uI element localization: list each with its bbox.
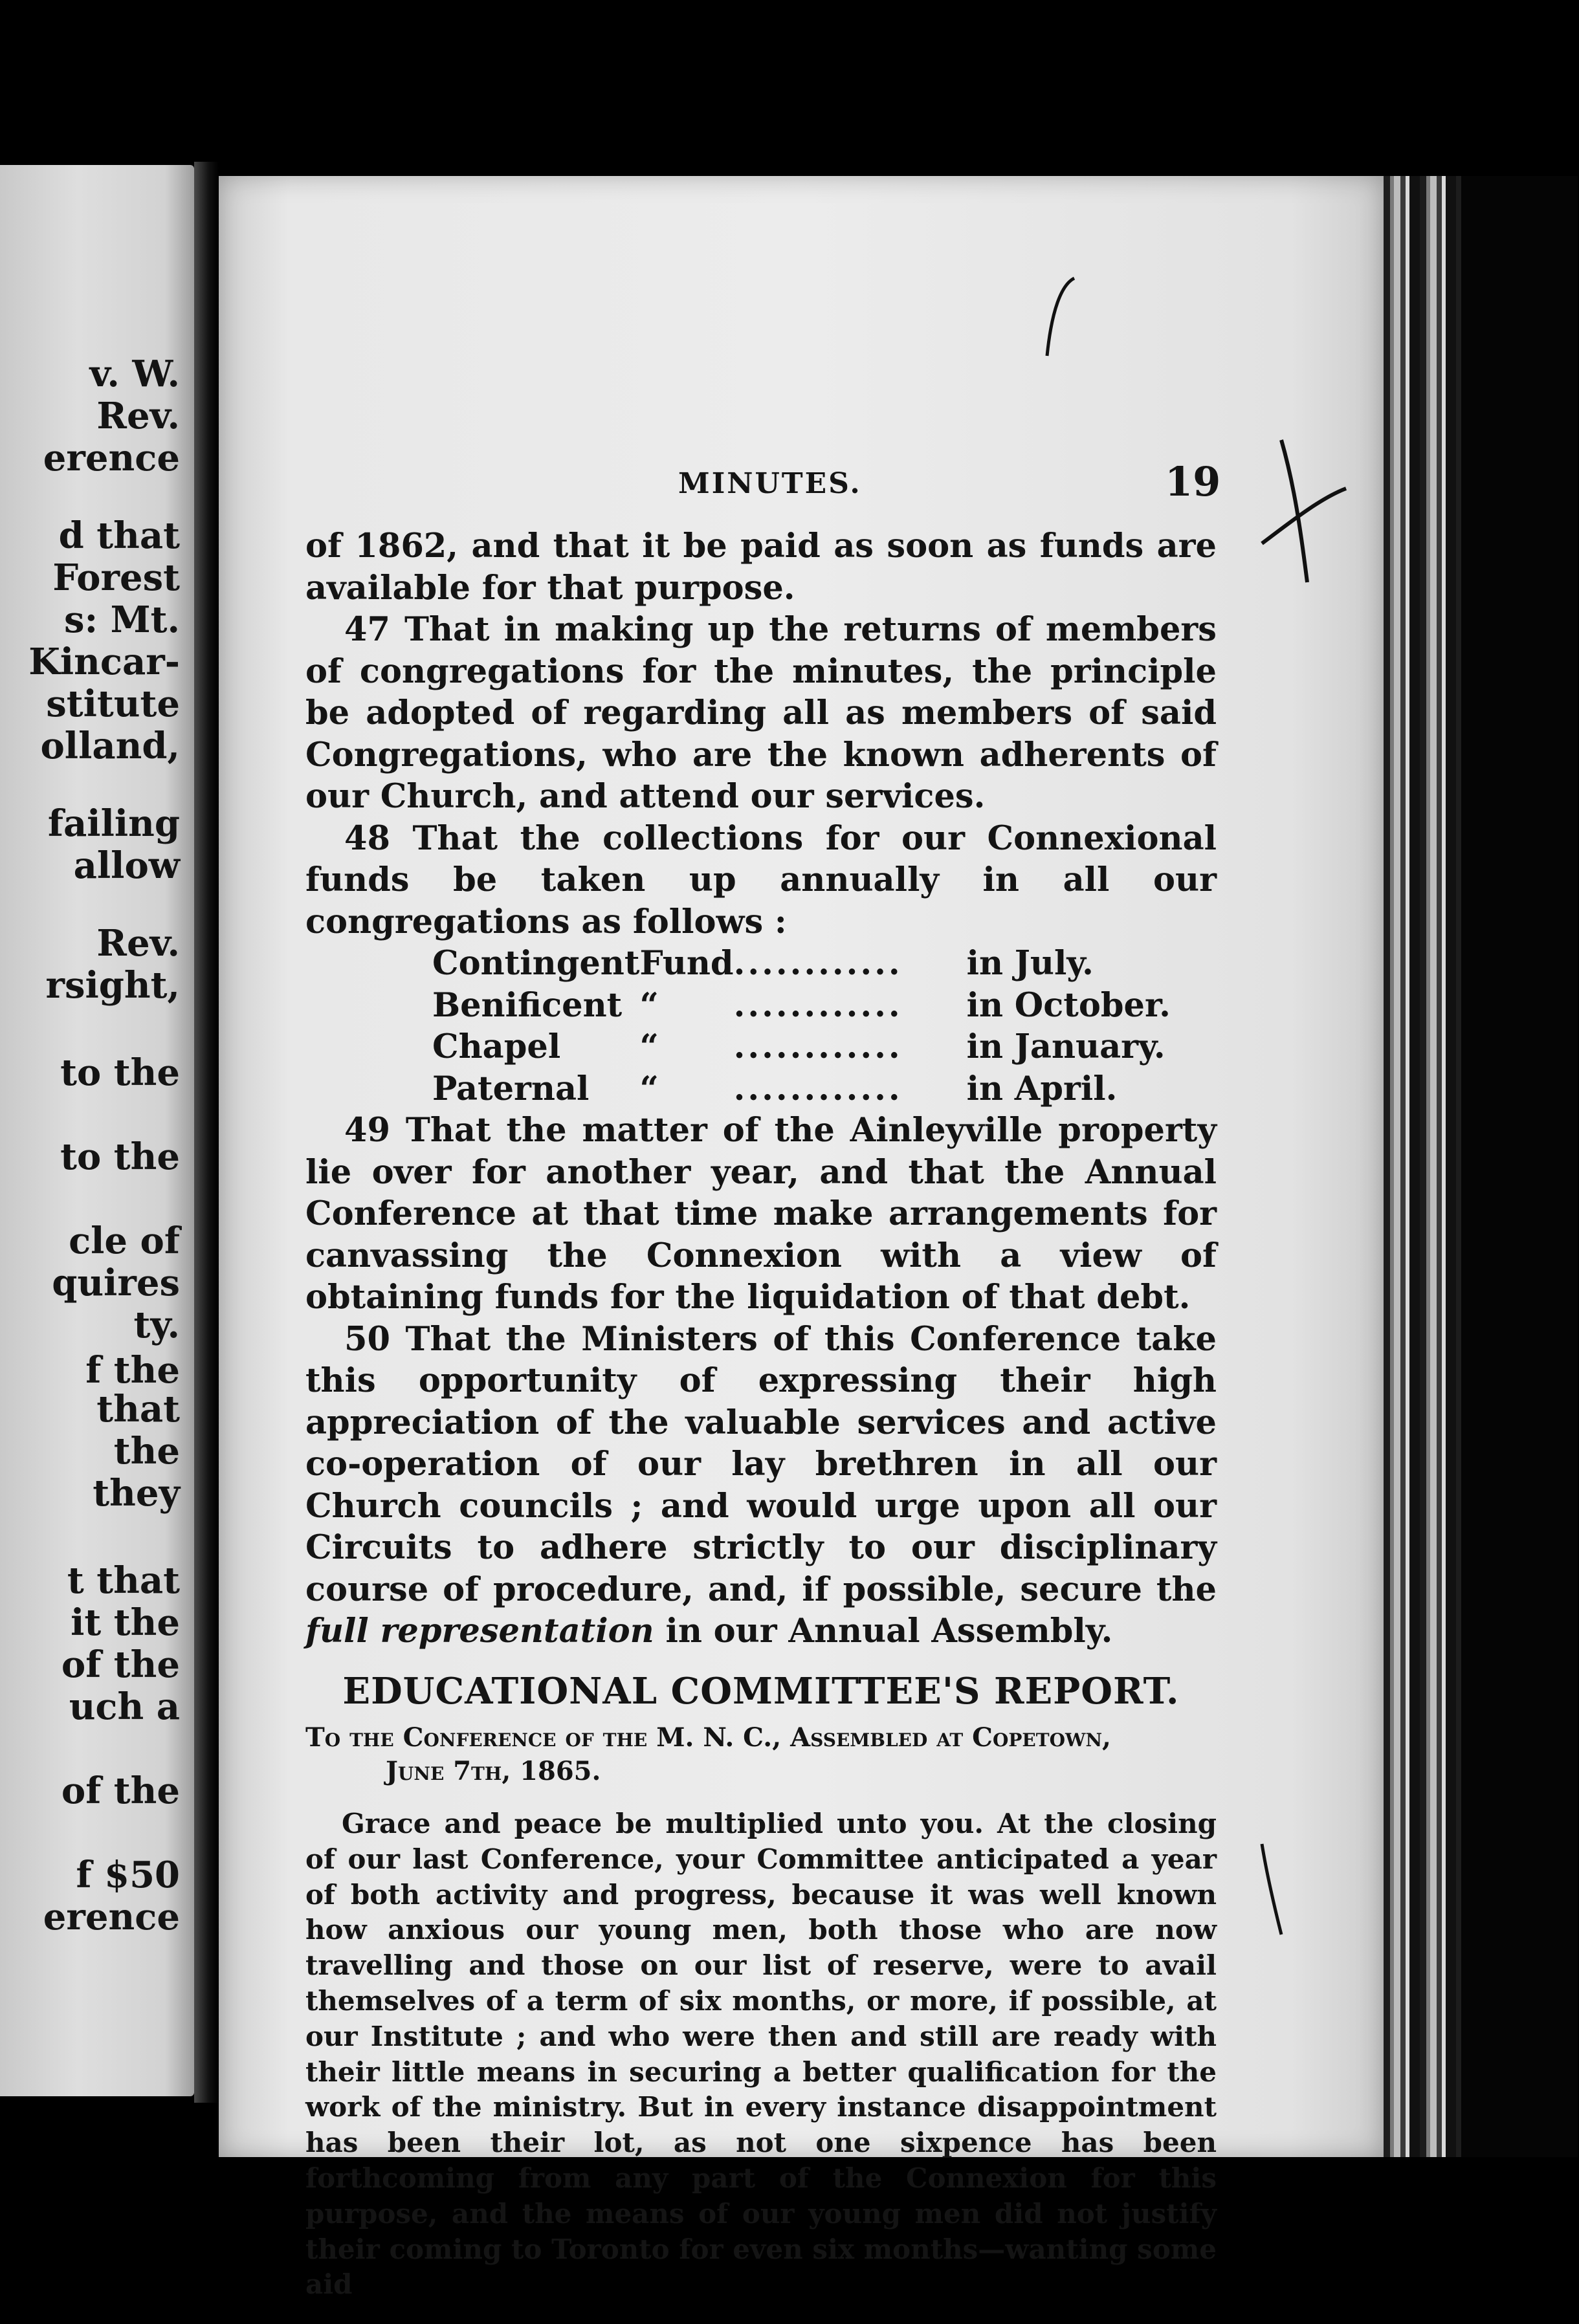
page-edges	[1384, 176, 1578, 2157]
facing-page-line: d that	[58, 514, 180, 557]
fund-row	[432, 1026, 1171, 1068]
facing-page-line: erence	[43, 1896, 180, 1938]
facing-page-line: Forest	[52, 556, 180, 599]
fund-leader: ............	[733, 944, 903, 983]
fund-name: Paternal	[432, 1069, 590, 1108]
facing-page-line: t that	[67, 1559, 180, 1602]
facing-page-line: v. W.	[89, 353, 180, 395]
paragraph-50	[305, 1319, 1217, 1652]
fund-month: in July.	[966, 944, 1094, 983]
fund-row	[432, 1068, 1171, 1110]
address-line-2: June 7th, 1865.	[386, 1756, 601, 1786]
facing-page-line: s: Mt.	[63, 598, 180, 641]
pencil-x-mark-icon	[1255, 433, 1353, 595]
fund-ditto: “	[639, 985, 659, 1025]
facing-page-line: ty.	[133, 1304, 180, 1346]
fund-leader: ............	[733, 1069, 903, 1108]
report-address	[305, 1721, 1217, 1788]
fund-name: Chapel	[432, 1027, 561, 1066]
facing-page-line: stitute	[46, 683, 180, 725]
book-gutter	[194, 162, 219, 2103]
facing-page-line: uch a	[69, 1685, 180, 1728]
fund-ditto: “	[639, 1069, 659, 1108]
report-body	[305, 1806, 1217, 2303]
facing-page-line: the	[113, 1430, 180, 1473]
page-body	[305, 525, 1217, 2303]
pencil-check-mark-icon	[1035, 272, 1087, 362]
fund-month: in October.	[966, 985, 1171, 1025]
facing-page-line: erence	[43, 437, 180, 479]
fund-leader: ............	[733, 985, 903, 1025]
pencil-line-mark-icon	[1255, 1837, 1294, 1941]
facing-page-text	[0, 165, 188, 2096]
facing-page-line: they	[93, 1472, 180, 1515]
collections-table	[432, 943, 1171, 1110]
paragraph-50-text: 50 That the Ministers of this Conference take this opportunity of expressing their high appreciation of the valuable services and active co-operation of our lay brethren in all our Church councils ; and would urge upon all our Circuits to adhere strictly to our disciplinary course of procedure, and, if possible, secure the	[305, 1319, 1217, 1609]
facing-page-line: Kincar-	[28, 641, 180, 683]
facing-page-line: of the	[61, 1770, 180, 1812]
facing-page-line: to the	[60, 1051, 180, 1094]
fund-month: in January.	[966, 1027, 1165, 1066]
paragraph-47: 47 That in making up the returns of members of congregations for the minutes, the principle be adopted of regarding all as members of said Congregations, who are the known adherents of our Church, and attend our services.	[305, 610, 1217, 816]
facing-page-line: that	[96, 1388, 180, 1431]
paragraph-49: 49 That the matter of the Ainleyville property lie over for another year, and that the Annual Conference at that time make arrangements for canvassing the Connexion with a view of obtaining funds for the liquidation of that debt.	[305, 1111, 1217, 1317]
report-heading: EDUCATIONAL COMMITTEE'S REPORT.	[342, 1669, 1180, 1713]
facing-page-line: allow	[73, 844, 180, 887]
report-paragraph: Grace and peace be multiplied unto you. At the closing of our last Conference, your Committee anticipated a year of both activity and progress, because it was well known how anxious our young men, both those who are now travelling and those on our list of reserve, were to avail themselves of a term of six months, or more, if possible, at our Institute ; and who were then and still are ready with their little means in securing a better qualification for the work of the ministry. But in every instance disappointment has been their lot, as not one sixpence has been forthcoming from any part of the Connexion for this purpose, and the means of our young men did not justify their coming to Toronto for even six months—wanting some aid	[305, 1808, 1217, 2301]
paragraph-48: 48 That the collections for our Connexional funds be taken up annually in all our congregations as follows :	[305, 818, 1217, 941]
facing-page-line: rsight,	[45, 964, 180, 1007]
running-header	[219, 458, 1384, 519]
facing-page-line: f the	[85, 1349, 180, 1392]
paragraph-50-end: in our Annual Assembly.	[665, 1612, 1113, 1650]
fund-name: Contingent	[432, 944, 640, 983]
facing-page-line: Rev.	[96, 922, 180, 965]
fund-month: in April.	[966, 1069, 1118, 1108]
fund-leader: ............	[733, 1027, 903, 1066]
fund-ditto: “	[639, 1027, 659, 1066]
fund-row	[432, 985, 1171, 1027]
facing-page-left	[0, 165, 194, 2096]
page-number: 19	[1165, 458, 1221, 505]
address-line-1: To the Conference of the M. N. C., Assembled at Copetown,	[305, 1722, 1111, 1753]
fund-row	[432, 943, 1171, 985]
book-page	[219, 176, 1384, 2301]
facing-page-line: Rev.	[96, 395, 180, 437]
facing-page-line: quires	[52, 1262, 180, 1304]
fund-name: Benificent	[432, 985, 623, 1025]
fund-ditto: Fund	[639, 944, 734, 983]
facing-page-line: failing	[47, 802, 180, 845]
facing-page-line: olland,	[40, 725, 180, 767]
running-title: MINUTES.	[678, 467, 862, 500]
paragraph-46-continued: of 1862, and that it be paid as soon as funds are available for that purpose.	[305, 527, 1217, 608]
facing-page-line: f $50	[76, 1854, 180, 1896]
paragraph-50-italic: full representation	[305, 1612, 654, 1650]
facing-page-line: of the	[61, 1643, 180, 1686]
facing-page-line: it the	[71, 1601, 180, 1644]
facing-page-line: cle of	[69, 1220, 180, 1262]
facing-page-line: to the	[60, 1135, 180, 1178]
